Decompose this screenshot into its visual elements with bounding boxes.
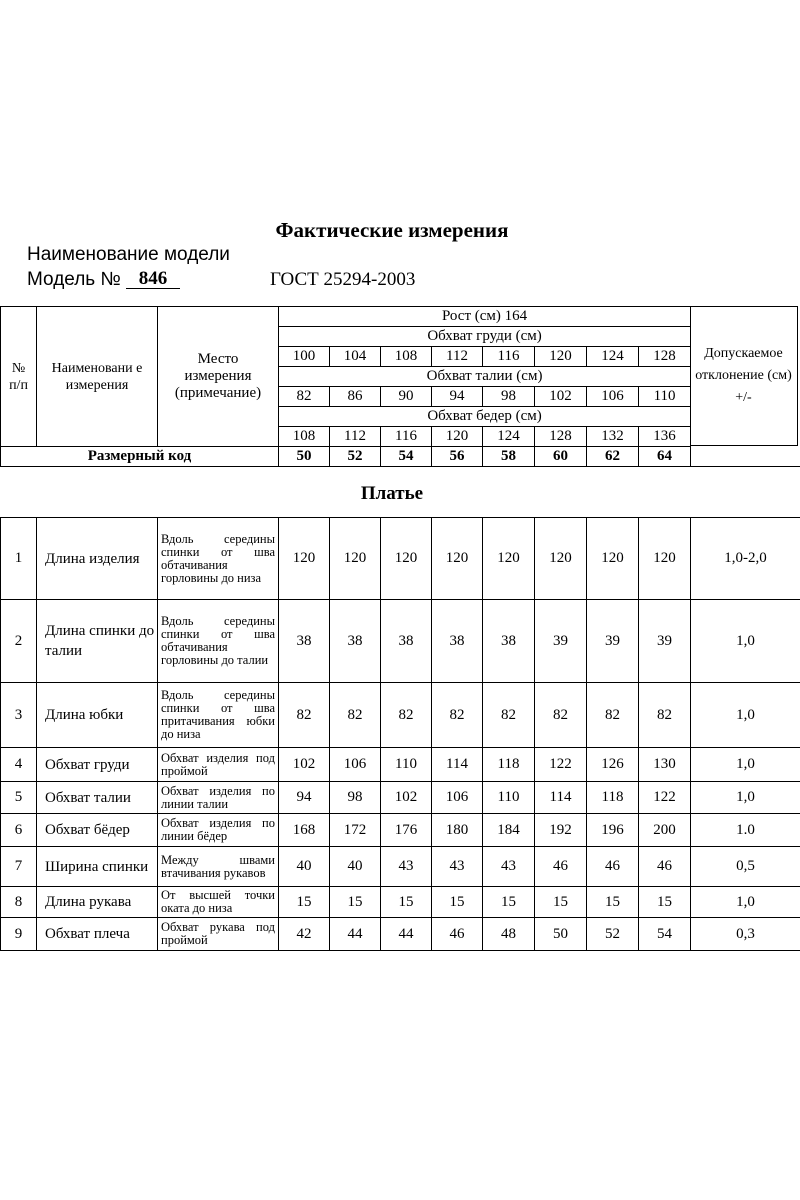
header-hips-label: Обхват бедер (см) [279, 407, 691, 427]
waist-cell: 98 [483, 387, 535, 407]
measurement-place: Между швами втачивания рукавов [158, 847, 279, 887]
tolerance-value: 1,0 [691, 683, 800, 748]
measurement-place: Вдоль середины спинки от шва обтачивания горловины до талии [158, 600, 279, 683]
waist-cell: 90 [381, 387, 432, 407]
measurement-value: 130 [639, 748, 691, 782]
bust-cell: 100 [279, 347, 330, 367]
measurement-value: 102 [279, 748, 330, 782]
row-number: 9 [1, 918, 37, 951]
table-row [1, 887, 800, 918]
waist-cell: 82 [279, 387, 330, 407]
measurement-name: Длина изделия [37, 518, 158, 600]
measurement-value: 39 [639, 600, 691, 683]
measurement-value: 15 [432, 887, 483, 918]
waist-cell: 110 [639, 387, 691, 407]
measurement-value: 98 [330, 782, 381, 814]
bust-cell: 116 [483, 347, 535, 367]
measurement-place: Обхват изделия под проймой [158, 748, 279, 782]
measurement-value: 114 [432, 748, 483, 782]
measurement-value: 120 [279, 518, 330, 600]
measurement-value: 82 [381, 683, 432, 748]
measurement-value: 172 [330, 814, 381, 847]
tolerance-value: 1,0 [691, 782, 800, 814]
row-number: 6 [1, 814, 37, 847]
measurement-value: 43 [432, 847, 483, 887]
measurement-value: 54 [639, 918, 691, 951]
tolerance-value: 0,5 [691, 847, 800, 887]
measurement-value: 184 [483, 814, 535, 847]
model-number: 846 [126, 269, 180, 289]
document-title: Фактические измерения [275, 218, 509, 242]
measurement-name: Обхват бёдер [37, 814, 158, 847]
size-code-cell: 64 [639, 447, 691, 467]
measurement-name: Обхват груди [37, 748, 158, 782]
measurement-value: 126 [587, 748, 639, 782]
measurement-value: 15 [639, 887, 691, 918]
measurement-value: 43 [381, 847, 432, 887]
size-code-cell: 50 [279, 447, 330, 467]
measurement-value: 122 [535, 748, 587, 782]
measurement-value: 168 [279, 814, 330, 847]
tolerance-value: 1,0-2,0 [691, 518, 800, 600]
measurement-name: Обхват плеча [37, 918, 158, 951]
header-table [0, 306, 691, 467]
hips-cell: 128 [535, 427, 587, 447]
measurement-place: Вдоль середины спинки от шва притачивания юбки до низа [158, 683, 279, 748]
measurement-value: 120 [587, 518, 639, 600]
section-divider [0, 466, 800, 467]
measurement-value: 48 [483, 918, 535, 951]
measurement-value: 39 [535, 600, 587, 683]
size-code-cell: 58 [483, 447, 535, 467]
measurement-value: 110 [483, 782, 535, 814]
measurement-name: Обхват талии [37, 782, 158, 814]
measurement-value: 46 [587, 847, 639, 887]
size-code-row [1, 447, 691, 467]
row-number: 1 [1, 518, 37, 600]
measurement-value: 46 [535, 847, 587, 887]
size-code-label: Размерный код [1, 447, 279, 467]
measurement-value: 38 [279, 600, 330, 683]
waist-cell: 106 [587, 387, 639, 407]
measurement-name: Длина рукава [37, 887, 158, 918]
section-title: Платье [360, 483, 424, 504]
measurement-value: 82 [483, 683, 535, 748]
header-height: Рост (см) 164 [279, 307, 691, 327]
measurement-value: 106 [330, 748, 381, 782]
measurement-value: 82 [279, 683, 330, 748]
row-number: 2 [1, 600, 37, 683]
measurement-value: 110 [381, 748, 432, 782]
measurement-value: 82 [587, 683, 639, 748]
measurement-value: 118 [587, 782, 639, 814]
header-tolerance-col [690, 306, 798, 446]
bust-cell: 128 [639, 347, 691, 367]
waist-cell: 94 [432, 387, 483, 407]
measurement-value: 196 [587, 814, 639, 847]
tolerance-value: 1.0 [691, 814, 800, 847]
hips-cell: 124 [483, 427, 535, 447]
measurement-value: 15 [483, 887, 535, 918]
bust-cell: 120 [535, 347, 587, 367]
size-code-cell: 62 [587, 447, 639, 467]
table-row [1, 782, 800, 814]
measurement-value: 43 [483, 847, 535, 887]
measurement-name: Ширина спинки [37, 847, 158, 887]
measurement-value: 52 [587, 918, 639, 951]
measurement-value: 39 [587, 600, 639, 683]
measurement-value: 102 [381, 782, 432, 814]
measurement-value: 114 [535, 782, 587, 814]
measurement-value: 120 [483, 518, 535, 600]
measurement-value: 38 [381, 600, 432, 683]
measurement-value: 120 [639, 518, 691, 600]
model-number-label: Модель № [27, 269, 121, 290]
bust-cell: 104 [330, 347, 381, 367]
header-num-col: № п/п [1, 307, 37, 447]
measurement-value: 120 [330, 518, 381, 600]
measurement-value: 176 [381, 814, 432, 847]
row-number: 4 [1, 748, 37, 782]
header-place-col: Место измерения (примечание) [158, 307, 279, 447]
tolerance-label: Допускаемое отклонение (см) +/- [695, 346, 792, 405]
measurement-value: 42 [279, 918, 330, 951]
hips-cell: 136 [639, 427, 691, 447]
table-row [1, 683, 800, 748]
table-row [1, 748, 800, 782]
gost-standard: ГОСТ 25294-2003 [270, 269, 416, 290]
measurement-value: 15 [381, 887, 432, 918]
measurement-value: 44 [330, 918, 381, 951]
hips-cell: 116 [381, 427, 432, 447]
header-name-col: Наименовани е измерения [37, 307, 158, 447]
measurement-place: От высшей точки оката до низа [158, 887, 279, 918]
measurement-place: Обхват изделия по линии бёдер [158, 814, 279, 847]
tolerance-value: 1,0 [691, 887, 800, 918]
measurement-value: 15 [279, 887, 330, 918]
measurement-name: Длина спинки до талии [37, 600, 158, 683]
header-waist-label: Обхват талии (см) [279, 367, 691, 387]
measurement-value: 82 [639, 683, 691, 748]
measurement-place: Обхват изделия по линии талии [158, 782, 279, 814]
measurement-value: 106 [432, 782, 483, 814]
measurement-value: 82 [330, 683, 381, 748]
measurement-value: 122 [639, 782, 691, 814]
row-number: 7 [1, 847, 37, 887]
measurements-table [0, 517, 800, 951]
measurement-value: 46 [432, 918, 483, 951]
tolerance-value: 1,0 [691, 748, 800, 782]
measurement-value: 94 [279, 782, 330, 814]
measurement-value: 44 [381, 918, 432, 951]
waist-cell: 86 [330, 387, 381, 407]
hips-cell: 112 [330, 427, 381, 447]
waist-cell: 102 [535, 387, 587, 407]
row-number: 5 [1, 782, 37, 814]
model-name-label: Наименование модели [27, 244, 230, 265]
measurement-value: 40 [330, 847, 381, 887]
measurement-value: 15 [587, 887, 639, 918]
hips-cell: 120 [432, 427, 483, 447]
measurement-value: 38 [432, 600, 483, 683]
hips-cell: 108 [279, 427, 330, 447]
measurement-value: 120 [535, 518, 587, 600]
measurement-value: 200 [639, 814, 691, 847]
size-code-cell: 56 [432, 447, 483, 467]
measurement-value: 120 [381, 518, 432, 600]
measurement-name: Длина юбки [37, 683, 158, 748]
header-bust-label: Обхват груди (см) [279, 327, 691, 347]
measurement-place: Вдоль середины спинки от шва обтачивания горловины до низа [158, 518, 279, 600]
table-row [1, 918, 800, 951]
measurement-value: 118 [483, 748, 535, 782]
measurement-place: Обхват рукава под проймой [158, 918, 279, 951]
table-row [1, 814, 800, 847]
size-code-cell: 60 [535, 447, 587, 467]
tolerance-value: 0,3 [691, 918, 800, 951]
size-code-cell: 52 [330, 447, 381, 467]
measurement-value: 40 [279, 847, 330, 887]
tolerance-value: 1,0 [691, 600, 800, 683]
measurement-value: 50 [535, 918, 587, 951]
measurement-value: 82 [535, 683, 587, 748]
measurement-value: 15 [535, 887, 587, 918]
row-number: 3 [1, 683, 37, 748]
bust-cell: 124 [587, 347, 639, 367]
size-code-cell: 54 [381, 447, 432, 467]
bust-cell: 108 [381, 347, 432, 367]
table-row [1, 600, 800, 683]
table-row [1, 847, 800, 887]
measurement-value: 15 [330, 887, 381, 918]
table-row [1, 518, 800, 600]
measurement-value: 38 [330, 600, 381, 683]
hips-cell: 132 [587, 427, 639, 447]
measurement-value: 46 [639, 847, 691, 887]
measurement-value: 82 [432, 683, 483, 748]
bust-cell: 112 [432, 347, 483, 367]
row-number: 8 [1, 887, 37, 918]
measurement-value: 192 [535, 814, 587, 847]
measurement-value: 120 [432, 518, 483, 600]
measurement-value: 38 [483, 600, 535, 683]
measurement-value: 180 [432, 814, 483, 847]
